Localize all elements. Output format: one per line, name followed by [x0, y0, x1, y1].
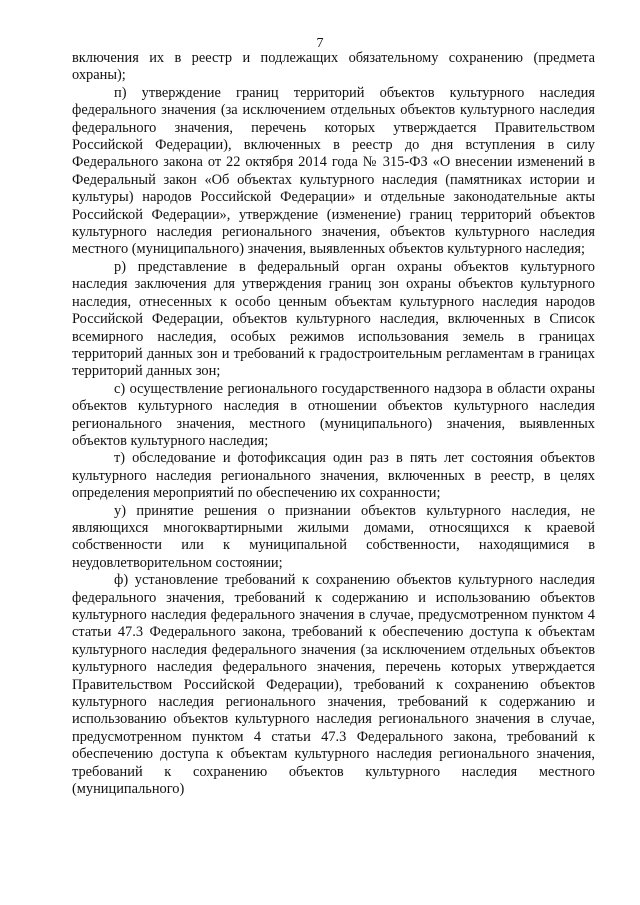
paragraph-item-u: у) принятие решения о признании объектов культурного наследия, не являющихся многоквартирными жилыми домами, относящихся к краевой собственности или к муниципальной собственности, находящимися в неудовлетворительном состоянии; [72, 502, 595, 571]
paragraph-item-s: с) осуществление регионального государственного надзора в области охраны объектов культурного наследия в отношении объектов культурного наследия регионального значения, местного (муниципального) значения, выявленных объектов культурного наследия; [72, 380, 595, 449]
page-number: 7 [316, 36, 324, 51]
paragraph-item-r: р) представление в федеральный орган охраны объектов культурного наследия заключения для утверждения границ зон охраны объектов культурного наследия, отнесенных к особо ценным объектам культурного наследия народов Российской Федерации, объектов культурного наследия, включенных в Список всемирного наследия, особых режимов использования земель в границах территорий данных зон и требований к градостроительным регламентам в границах территорий данных зон; [72, 258, 595, 380]
paragraph-item-f: ф) установление требований к сохранению объектов культурного наследия федерального значения, требований к содержанию и использованию объектов культурного наследия федерального значения в случае, предусмотренном пунктом 4 статьи 47.3 Федерального закона, требований к обеспечению доступа к объектам культурного наследия федерального значения (за исключением отдельных объектов культурного наследия федерального значения, перечень которых утверждается Правительством Российской Федерации), требований к сохранению объектов культурного наследия регионального значения, требований к содержанию и использованию объектов культурного наследия регионального значения в случае, предусмотренном пунктом 4 статьи 47.3 Федерального закона, требований к обеспечению доступа к объектам культурного наследия регионального значения, требований к сохранению объектов культурного наследия местного (муниципального) [72, 572, 595, 798]
paragraph-item-t: т) обследование и фотофиксация один раз в пять лет состояния объектов культурного наследия регионального значения, включенных в реестр, в целях определения мероприятий по обеспечению их сохранности; [72, 450, 595, 502]
paragraph-item-p: п) утверждение границ территорий объектов культурного наследия федерального значения (за исключением отдельных объектов культурного наследия федерального значения, перечень которых утверждается Правительством Российской Федерации), включенных в реестр до дня вступления в силу Федерального закона от 22 октября 2014 года № 315-ФЗ «О внесении изменений в Федеральный закон «Об объектах культурного наследия (памятниках истории и культуры) народов Российской Федерации» и отдельные законодательные акты Российской Федерации», утверждение (изменение) границ территорий объектов культурного наследия регионального значения, объектов культурного наследия местного (муниципального) значения, выявленных объектов культурного наследия; [72, 84, 595, 258]
paragraph-continuation: включения их в реестр и подлежащих обязательному сохранению (предмета охраны); [72, 50, 595, 84]
document-body [72, 50, 595, 798]
